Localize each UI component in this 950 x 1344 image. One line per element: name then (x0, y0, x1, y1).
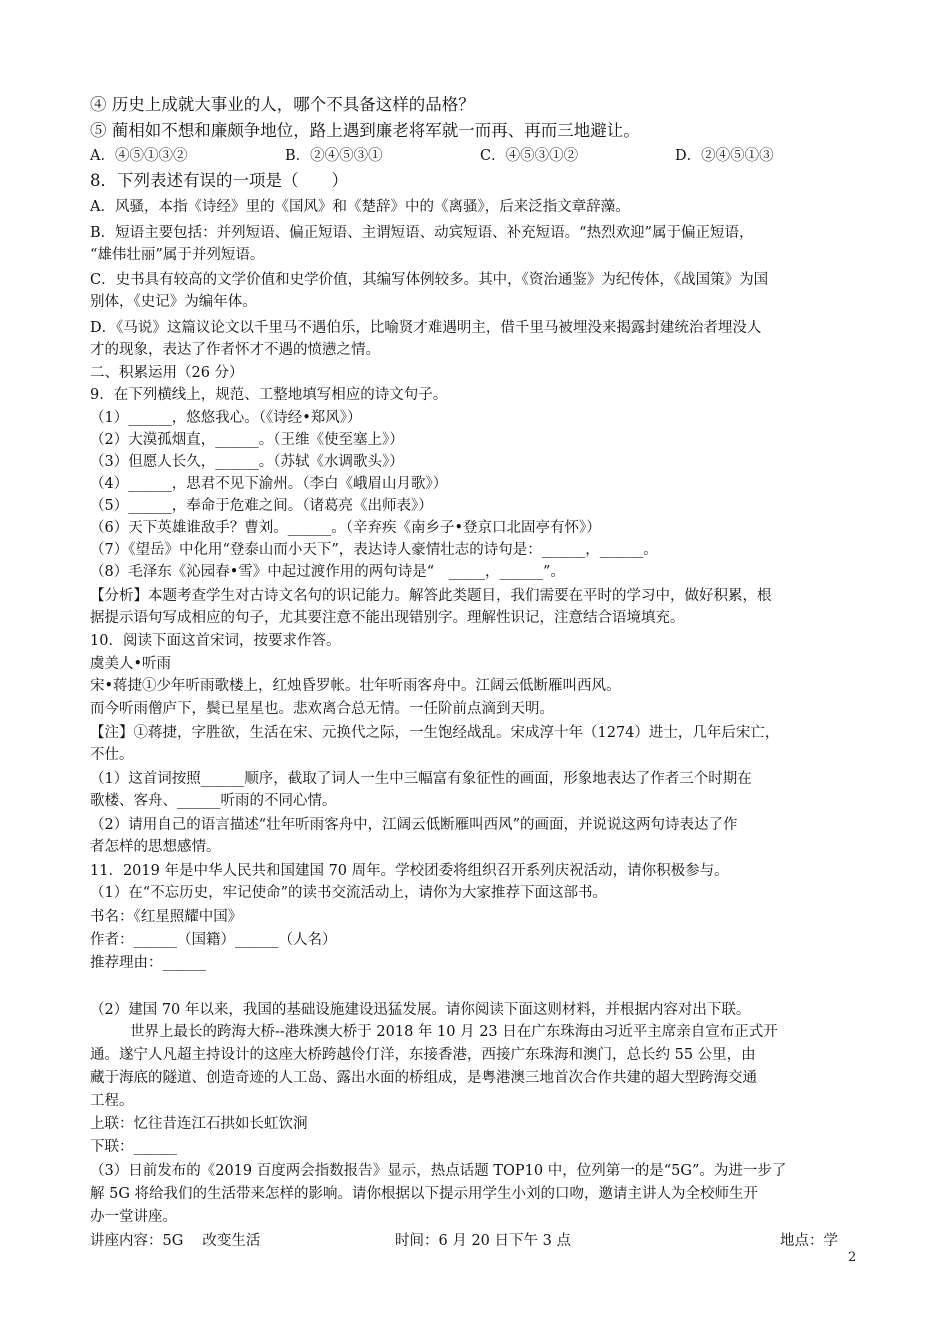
poem-line-2: 而今听雨僧庐下，鬓已星星也。悲欢离合总无情。一任阶前点滴到天明。 (90, 701, 554, 717)
q7-choice-d: D．②④⑤①③ (675, 148, 774, 164)
q9-analysis-cont: 据提示语句写成相应的句子，尤其要注意不能出现错别字。理解性识记，注意结合语境填充。 (90, 610, 685, 626)
q11-part-2: （2）建国 70 年以来，我国的基础设施建设迅猛发展。请你阅读下面这则材料，并根据内容对出下联。 (90, 1002, 751, 1018)
q9-item-1: （1）______，悠悠我心。（《诗经•郑风》） (90, 410, 362, 426)
q9-analysis: 【分析】本题考查学生对古诗文名句的识记能力。解答此类题目，我们需要在平时的学习中，做好积累，根 (90, 588, 772, 604)
q11-part-3: （3）日前发布的《2019 百度两会指数报告》显示，热点话题 TOP10 中，位列第一的是“5G”。为进一步了 (90, 1163, 787, 1179)
q10-part-2-cont: 者怎样的思想感情。 (90, 839, 221, 855)
q7-choice-c: C．④⑤③①② (480, 148, 579, 164)
item-5: ⑤ 蔺相如不想和廉颇争地位，路上遇到廉老将军就一而再、再而三地避让。 (90, 121, 640, 140)
lecture-info (90, 1230, 870, 1252)
q8-option-b-cont: “雄伟壮丽”属于并列短语。 (90, 247, 265, 263)
q8-option-c-cont: 别体，《史记》为编年体。 (90, 294, 257, 310)
material-line-3: 藏于海底的隧道、创造奇迹的人工岛、露出水面的桥组成，是粤港澳三地首次合作共建的超大型跨海交通 (90, 1070, 757, 1086)
q9-stem: 9．在下列横线上，规范、工整地填写相应的诗文句子。 (90, 387, 448, 403)
q9-item-4: （4）______，思君不见下渝州。（李白《峨眉山月歌》） (90, 476, 448, 492)
lecture-time: 时间：6 月 20 日下午 3 点 (395, 1233, 571, 1249)
material-line-4: 工程。 (90, 1093, 134, 1109)
q10-part-1-cont: 歌楼、客舟、______听雨的不同心情。 (90, 793, 337, 809)
q9-item-8: （8）毛泽东《沁园春•雪》中起过渡作用的两句诗是“ _____，______”。 (90, 564, 565, 580)
q8-option-c: C．史书具有较高的文学价值和史学价值，其编写体例较多。其中，《资治通鉴》为纪传体，《战国策》为国 (90, 272, 769, 288)
material-line-2: 通。遂宁人凡超主持设计的这座大桥跨越伶仃洋，东接香港，西接广东珠海和澳门，总长约 55 公里，由 (90, 1047, 756, 1063)
poem-note: 【注】①蒋捷，字胜欲，生活在宋、元换代之际，一生饱经战乱。宋成淳十年（1274）进士，几年后宋亡， (90, 725, 780, 741)
q10-part-1: （1）这首词按照______顺序，截取了词人一生中三幅富有象征性的画面，形象地表达了作者三个时期在 (90, 771, 752, 787)
book-reason: 推荐理由：______ (90, 955, 206, 971)
q8-option-d-cont: 才的现象，表达了作者怀才不遇的愤懑之情。 (90, 342, 380, 358)
lecture-place: 地点：学 (780, 1233, 838, 1249)
lecture-content: 讲座内容：5G 改变生活 (90, 1233, 261, 1249)
material-paragraph: 世界上最长的跨海大桥--港珠澳大桥于 2018 年 10 月 23 日在广东珠海由习近平主席亲自宣布正式开 (130, 1024, 778, 1040)
q11-part-1: （1）在“不忘历史，牢记使命”的读书交流活动上，请你为大家推荐下面这部书。 (90, 885, 608, 901)
q7-choices (90, 145, 870, 167)
couplet-upper: 上联：忆往昔连江石拱如长虹饮涧 (90, 1116, 308, 1132)
q8-option-a: A．风骚，本指《诗经》里的《国风》和《楚辞》中的《离骚》，后来泛指文章辞藻。 (90, 199, 630, 215)
q10-part-2: （2）请用自己的语言描述“壮年听雨客舟中，江阔云低断雁叫西风”的画面，并说说这两句诗表达了作 (90, 817, 738, 833)
q11-part-3-cont-2: 办一堂讲座。 (90, 1209, 177, 1225)
q11-stem: 11．2019 年是中华人民共和国建国 70 周年。学校团委将组织召开系列庆祝活动，请你积极参与。 (90, 863, 729, 879)
q9-item-3: （3）但愿人长久，______。（苏轼《水调歌头》） (90, 454, 404, 470)
q9-item-6: （6）天下英雄谁敌手？曹刘。______。（辛弃疾《南乡子•登京口北固亭有怀》） (90, 520, 601, 536)
poem-title: 虞美人•听雨 (90, 656, 172, 672)
section-heading: 二、积累运用（26 分） (90, 365, 244, 381)
q8-option-d: D．《马说》这篇议论文以千里马不遇伯乐，比喻贤才难遇明主，借千里马被埋没来揭露封建统治者埋没人 (90, 320, 762, 336)
book-title: 书名：《红星照耀中国》 (90, 909, 243, 925)
q9-item-2: （2）大漠孤烟直，______。（王维《使至塞上》） (90, 432, 404, 448)
q7-choice-b: B．②④⑤③① (285, 148, 383, 164)
page-number: 2 (848, 1250, 857, 1265)
q9-item-7: （7）《望岳》中化用“登泰山而小天下”，表达诗人豪情壮志的诗句是：______，______。 (90, 542, 658, 558)
q8-option-b: B．短语主要包括：并列短语、偏正短语、主谓短语、动宾短语、补充短语。“热烈欢迎”属于偏正短语， (90, 225, 754, 241)
q11-part-3-cont: 解 5G 将给我们的生活带来怎样的影响。请你根据以下提示用学生小刘的口吻，邀请主讲人为全校师生开 (90, 1186, 759, 1202)
q9-item-5: （5）______，奉命于危难之间。（诸葛亮《出师表》） (90, 498, 433, 514)
q8-stem: 8．下列表述有误的一项是（ ） (90, 171, 348, 190)
couplet-lower: 下联：______ (90, 1139, 177, 1155)
poem-line-1: 宋•蒋捷①少年听雨歌楼上，红烛昏罗帐。壮年听雨客舟中。江阔云低断雁叫西风。 (90, 678, 621, 694)
item-4: ④ 历史上成就大事业的人，哪个不具备这样的品格？ (90, 95, 475, 114)
poem-note-cont: 不仕。 (90, 747, 134, 763)
q7-choice-a: A．④⑤①③② (90, 148, 188, 164)
book-author: 作者：______（国籍）______（人名） (90, 932, 337, 948)
q10-stem: 10．阅读下面这首宋词，按要求作答。 (90, 633, 341, 649)
